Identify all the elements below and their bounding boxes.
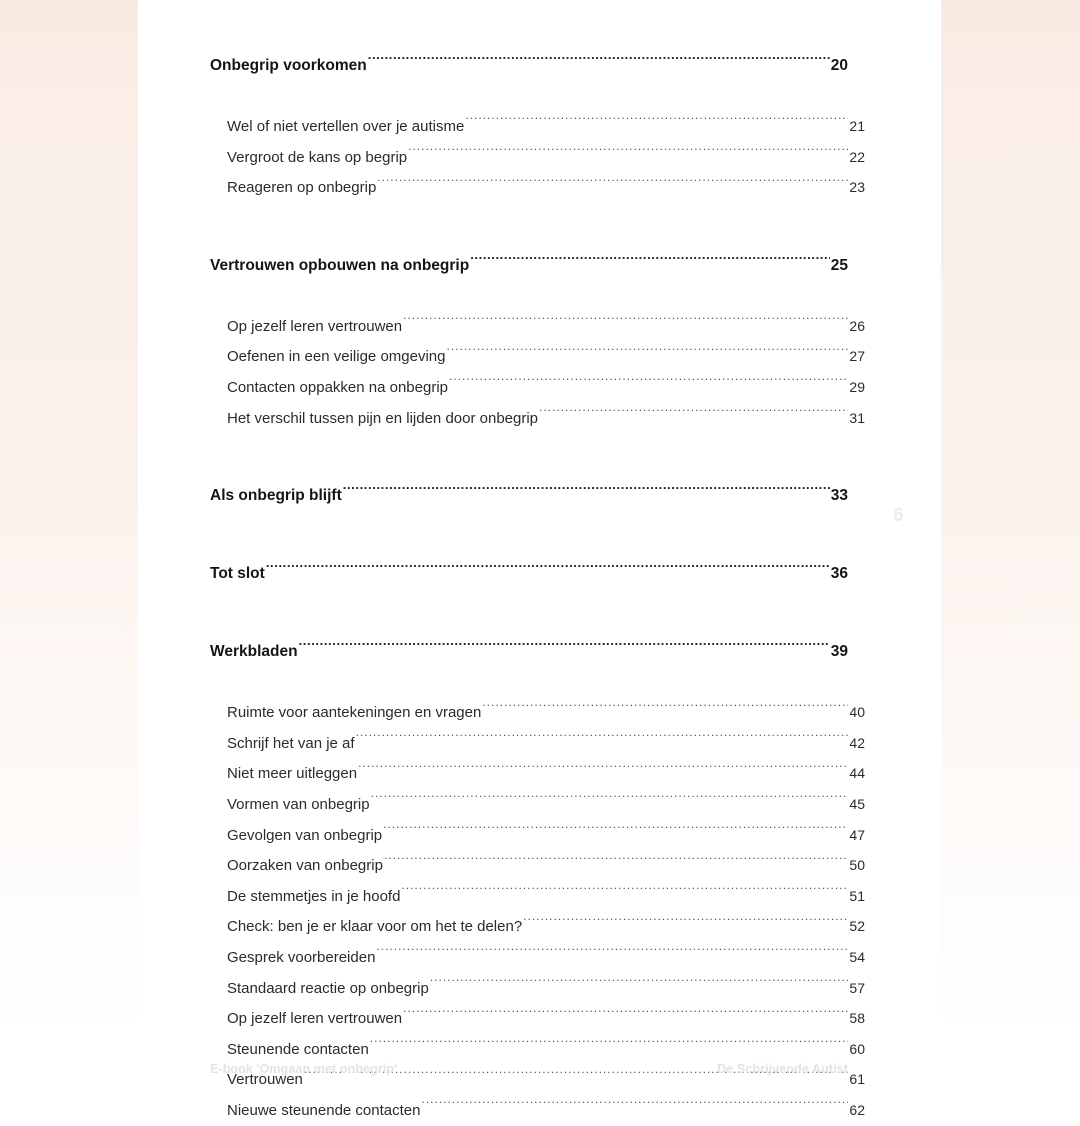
toc-item-page-number: 62 [849,1101,865,1118]
toc-dot-leader [343,485,830,501]
toc-item-label: Schrijf het van je af [227,734,355,752]
toc-dot-leader [523,916,848,931]
toc-group-spacer [210,667,848,697]
toc-heading-label: Vertrouwen opbouwen na onbegrip [210,256,470,274]
left-margin-decoration [0,0,138,1080]
toc-item-label: Het verschil tussen pijn en lijden door onbegrip [227,409,539,427]
toc-item-page-number: 31 [849,409,865,426]
toc-dot-leader [358,763,848,778]
toc-item-label: Vergroot de kans op begrip [227,148,408,166]
toc-item-page-number: 21 [849,118,865,134]
toc-heading-page-number: 33 [830,487,848,505]
toc-dot-leader [403,316,848,331]
footer-right-text: De Schrijvende Autist [717,1062,848,1076]
toc-section-spacer [210,203,848,250]
toc-item-row[interactable] [227,911,865,942]
toc-item-row[interactable] [227,942,865,973]
toc-item-row[interactable] [227,1095,865,1126]
page-footer [210,1062,848,1076]
toc-item-row[interactable] [227,973,865,1004]
toc-item-label: Vertrouwen [227,1071,303,1089]
toc-item-row[interactable] [227,341,865,372]
toc-dot-leader [421,1100,848,1115]
toc-dot-leader [299,641,830,657]
toc-dot-leader [449,377,848,392]
toc-heading-row[interactable] [210,558,848,589]
toc-section-spacer [210,433,848,480]
toc-item-label: Op jezelf leren vertrouwen [227,317,403,335]
toc-dot-leader [403,1008,848,1023]
toc-dot-leader [368,55,830,71]
toc-item-page-number: 29 [849,378,865,395]
toc-section-spacer [210,511,848,558]
table-of-contents [210,50,865,1125]
toc-item-page-number: 57 [849,979,865,996]
toc-item-row[interactable] [227,111,865,142]
toc-item-row[interactable] [227,789,865,820]
toc-item-label: Niet meer uitleggen [227,765,358,783]
toc-item-row[interactable] [227,850,865,881]
toc-item-label: Wel of niet vertellen over je autisme [227,118,465,135]
toc-item-page-number: 51 [849,887,865,904]
document-sheet [138,0,941,1119]
toc-dot-leader [356,733,849,748]
toc-dot-leader [465,116,848,131]
right-margin-decoration [941,0,1080,1080]
page-number: 6 [893,505,905,526]
toc-dot-leader [383,825,848,840]
toc-item-label: Standaard reactie op onbegrip [227,979,429,997]
toc-dot-leader [376,947,848,962]
toc-item-page-number: 58 [849,1010,865,1027]
toc-item-row[interactable] [227,403,865,434]
toc-dot-leader [408,147,848,162]
toc-heading-row[interactable] [210,250,848,281]
toc-item-label: Check: ben je er klaar voor om het te delen? [227,918,523,936]
toc-item-page-number: 40 [849,704,865,721]
toc-item-label: Contacten oppakken na onbegrip [227,378,449,396]
toc-item-label: Oorzaken van onbegrip [227,857,383,875]
toc-item-row[interactable] [227,311,865,342]
toc-dot-leader [401,886,848,901]
toc-item-label: Vormen van onbegrip [227,795,370,813]
toc-group-spacer [210,281,848,311]
toc-item-label: Gevolgen van onbegrip [227,826,383,844]
toc-item-label: Op jezelf leren vertrouwen [227,1010,403,1028]
toc-item-label: Nieuwe steunende contacten [227,1101,421,1119]
toc-item-page-number: 52 [849,918,865,935]
toc-item-page-number: 50 [849,857,865,874]
toc-dot-leader [384,855,848,870]
toc-item-page-number: 61 [849,1071,865,1088]
toc-item-row[interactable] [227,697,865,728]
toc-heading-label: Onbegrip voorkomen [210,57,367,74]
toc-item-row[interactable] [227,728,865,759]
toc-heading-page-number: 25 [830,256,848,274]
toc-item-row[interactable] [227,820,865,851]
toc-item-page-number: 22 [849,148,865,165]
toc-item-page-number: 26 [849,317,865,334]
toc-heading-page-number: 20 [830,57,848,74]
toc-dot-leader [482,702,848,717]
toc-item-row[interactable] [227,758,865,789]
toc-heading-page-number: 36 [830,565,848,583]
toc-item-label: Oefenen in een veilige omgeving [227,348,446,366]
toc-heading-label: Tot slot [210,565,265,583]
toc-heading-row[interactable] [210,480,848,511]
toc-heading-label: Werkbladen [210,643,298,661]
toc-dot-leader [430,978,849,993]
toc-item-row[interactable] [227,881,865,912]
toc-item-page-number: 54 [849,948,865,965]
toc-item-page-number: 44 [849,765,865,782]
toc-item-page-number: 45 [849,795,865,812]
toc-item-label: De stemmetjes in je hoofd [227,887,401,905]
toc-item-row[interactable] [227,1034,865,1065]
toc-dot-leader [266,563,830,579]
toc-item-row[interactable] [227,372,865,403]
toc-item-page-number: 23 [849,179,865,196]
toc-item-label: Gesprek voorbereiden [227,948,376,966]
toc-dot-leader [539,408,848,423]
toc-item-label: Steunende contacten [227,1040,369,1058]
toc-item-row[interactable] [227,142,865,173]
toc-item-page-number: 42 [849,734,865,751]
toc-dot-leader [446,346,848,361]
toc-item-page-number: 27 [849,348,865,365]
toc-item-label: Ruimte voor aantekeningen en vragen [227,704,482,722]
toc-heading-page-number: 39 [830,643,848,661]
toc-dot-leader [371,794,849,809]
toc-item-page-number: 60 [849,1040,865,1057]
toc-heading-label: Als onbegrip blijft [210,487,342,505]
toc-item-row[interactable] [227,1003,865,1034]
toc-section-spacer [210,589,848,636]
toc-dot-leader [470,254,830,270]
toc-dot-leader [370,1039,849,1054]
toc-item-row[interactable] [227,172,865,203]
toc-heading-row[interactable] [210,636,848,667]
toc-heading-row[interactable] [210,50,848,81]
toc-dot-leader [377,177,848,192]
toc-item-page-number: 47 [849,826,865,843]
toc-item-label: Reageren op onbegrip [227,179,377,197]
footer-left-text: E-book 'Omgaan met onbegrip' [210,1062,398,1076]
toc-group-spacer [210,81,848,111]
